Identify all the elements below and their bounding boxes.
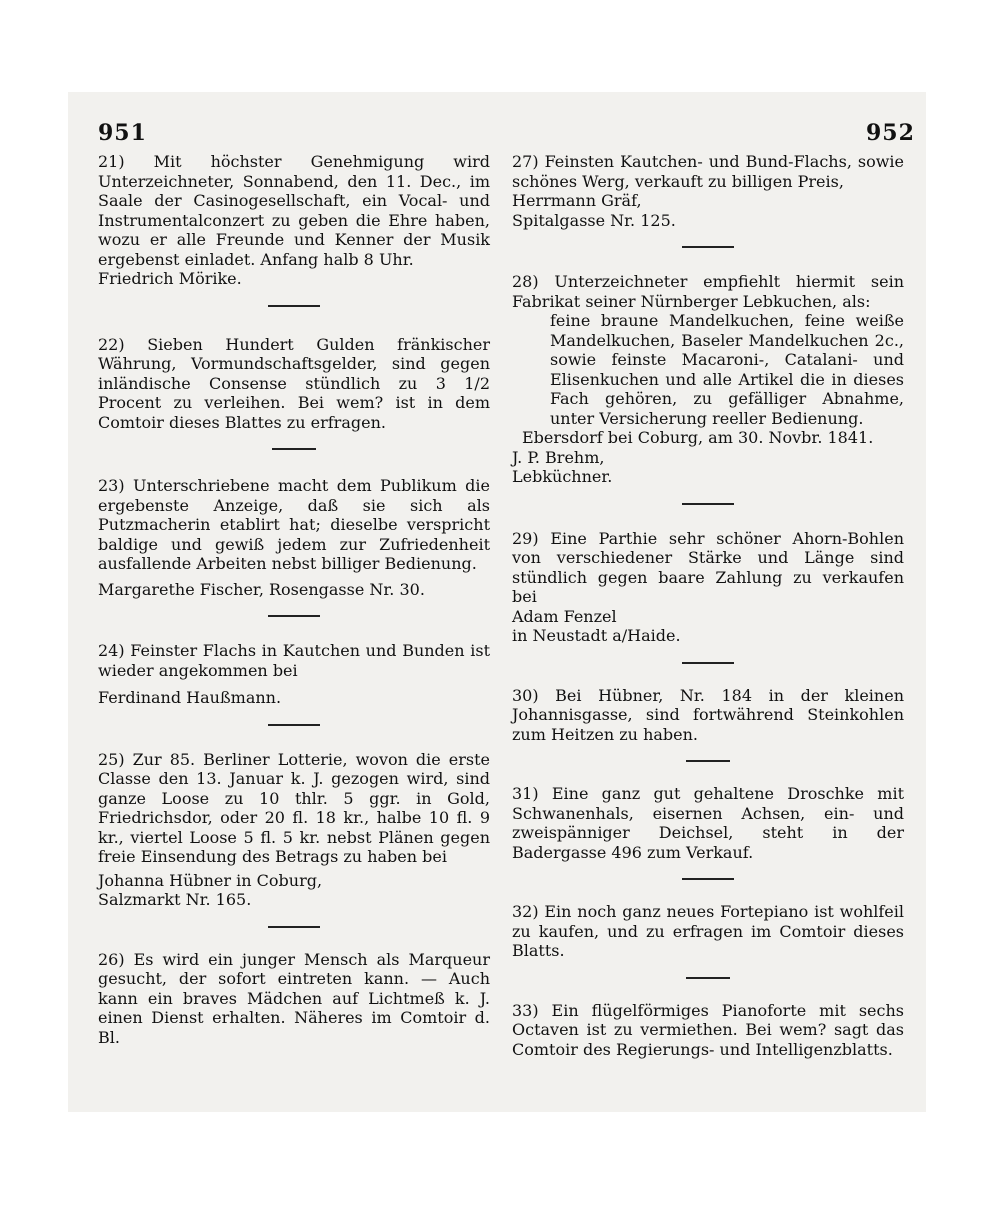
ad-body: 26) Es wird ein junger Mensch als Marqueur gesucht, der sofort eintreten kann. — Auch kann ein braves Mädchen auf Lichtmeß k. J. einen Dienst erhalten. Näheres im Comtoir d. Bl. [98, 949, 490, 1047]
advertisement-24 [98, 641, 490, 708]
ad-body: 32) Ein noch ganz neues Fortepiano ist wohlfeil zu kaufen, und zu erfragen im Comtoir dieses Blatts. [512, 902, 904, 960]
advertisement-30 [512, 686, 904, 745]
separator-rule [686, 760, 730, 762]
separator-rule [268, 615, 320, 617]
ad-signature-line-2: Spitalgasse Nr. 125. [512, 210, 676, 230]
separator-rule [268, 724, 320, 726]
advertisement-22 [98, 335, 490, 433]
ad-body: 31) Eine ganz gut gehaltene Droschke mit Schwanenhals, eisernen Achsen, ein- und zweispänniger Deichsel, steht in der Badergasse 496 zum Verkauf. [512, 784, 904, 862]
ad-signature-line-2: Salzmarkt Nr. 165. [98, 890, 252, 909]
ad-signature-line-1: Herrmann Gräf, [512, 191, 642, 210]
separator-rule [682, 878, 734, 880]
ad-signature-line-1: J. P. Brehm, [512, 447, 605, 467]
ad-signature-line-1: Johanna Hübner in Coburg, [98, 870, 323, 890]
separator-rule [682, 662, 734, 664]
ad-body: 25) Zur 85. Berliner Lotterie, wovon die erste Classe den 13. Januar k. J. gezogen wird, sind ganze Loose zu 10 thlr. 5 ggr. in Gold, Friedrichsdor, oder 20 fl. 18 kr., halbe 10 fl. 9 kr., viertel Loose 5 fl. 5 kr. nebst Plänen gegen freie Einsendung des Betrags zu haben bei [98, 749, 490, 866]
advertisement-33 [512, 1001, 904, 1060]
ad-signature-line-2: Lebküchner. [512, 467, 613, 486]
ad-product-list: feine braune Mandelkuchen, feine weiße Mandelkuchen, Baseler Mandelkuchen 2c., sowie feinste Macaroni-, Catalani- und Elisenkuchen und alle Artikel die in dieses Fach gehören, zu gefälliger Abnahme, unter Versicherung reeller Bedienung. [550, 311, 904, 428]
left-column [98, 152, 490, 1047]
page-number-left: 951 [98, 120, 147, 146]
ad-body: 29) Eine Parthie sehr schöner Ahorn-Bohlen von verschiedener Stärke und Länge sind stündlich gegen baare Zahlung zu verkaufen bei [512, 528, 904, 606]
ad-signature: Friedrich Mörike. [98, 269, 242, 288]
advertisement-21 [98, 152, 490, 289]
ad-body: 30) Bei Hübner, Nr. 184 in der kleinen Johannisgasse, sind fortwährend Steinkohlen zum Heitzen zu haben. [512, 685, 904, 744]
page-number-right: 952 [866, 120, 915, 146]
ad-signature-line-2: in Neustadt a/Haide. [512, 626, 681, 645]
separator-rule [686, 977, 730, 979]
ad-place-date: Ebersdorf bei Coburg, am 30. Novbr. 1841. [522, 428, 874, 447]
ad-body: 23) Unterschriebene macht dem Publikum die ergebenste Anzeige, daß sie sich als Putzmacherin etablirt hat; dieselbe verspricht baldige und gewiß jedem zur Zufriedenheit ausfallende Arbeiten nebst billiger Bedienung. [98, 476, 490, 573]
advertisement-25 [98, 750, 490, 910]
ad-signature: Ferdinand Haußmann. [98, 688, 282, 707]
advertisement-23 [98, 476, 490, 599]
right-column [512, 152, 904, 1059]
ad-body: 28) Unterzeichneter empfiehlt hiermit sein Fabrikat seiner Nürnberger Lebkuchen, als: [512, 272, 904, 311]
ad-signature: Margarethe Fischer, Rosengasse Nr. 30. [98, 579, 425, 599]
separator-rule [682, 503, 734, 505]
ad-body: 27) Feinsten Kautchen- und Bund-Flachs, sowie schönes Werg, verkauft zu billigen Preis, [512, 152, 904, 191]
separator-rule [268, 305, 320, 307]
ad-body: 21) Mit höchster Genehmigung wird Unterzeichneter, Sonnabend, den 11. Dec., im Saale der Casinogesellschaft, ein Vocal- und Instrumentalconzert zu geben die Ehre haben, wozu er alle Freunde und Kenner der Musik ergebenst einladet. Anfang halb 8 Uhr. [98, 152, 490, 269]
ad-body: 24) Feinster Flachs in Kautchen und Bunden ist wieder angekommen bei [98, 641, 490, 680]
separator-rule [268, 926, 320, 928]
advertisement-28 [512, 272, 904, 487]
ad-body: 33) Ein flügelförmiges Pianoforte mit sechs Octaven ist zu vermiethen. Bei wem? sagt das Comtoir des Regierungs- und Intelligenzblatts. [512, 1000, 904, 1059]
advertisement-31 [512, 784, 904, 862]
separator-rule [682, 246, 734, 248]
advertisement-27 [512, 152, 904, 230]
advertisement-29 [512, 529, 904, 646]
separator-rule [272, 448, 316, 450]
advertisement-26 [98, 950, 490, 1048]
ad-body: 22) Sieben Hundert Gulden fränkischer Währung, Vormundschaftsgelder, sind gegen inländische Consense stündlich zu 3 1/2 Procent zu verleihen. Bei wem? ist in dem Comtoir dieses Blattes zu erfragen. [98, 334, 490, 432]
ad-signature-line-1: Adam Fenzel [512, 606, 617, 626]
advertisement-32 [512, 902, 904, 961]
